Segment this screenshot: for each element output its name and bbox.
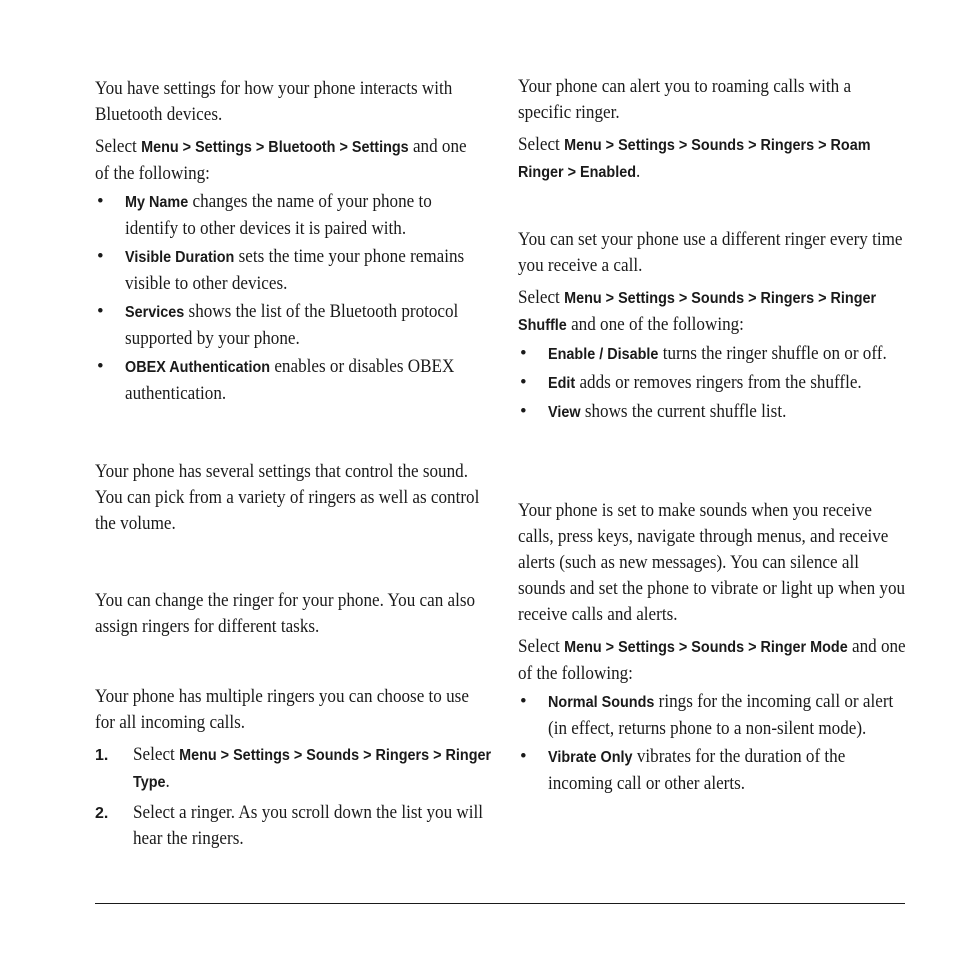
list-item: • My Name changes the name of your phone to identify to other devices it is paired with. xyxy=(97,191,432,239)
ringer-type-steps xyxy=(95,742,492,852)
list-item: • Edit adds or removes ringers from the shuffle. xyxy=(520,372,862,393)
list-item: • Services shows the list of the Bluetooth protocol supported by your phone. xyxy=(97,301,459,349)
bluetooth-select-instruction: Select Menu > Settings > Bluetooth > Settings and one of the following: xyxy=(95,136,467,184)
bluetooth-options-list xyxy=(95,189,485,407)
roam-select-instruction: Select Menu > Settings > Sounds > Ringers > Roam Ringer > Enabled. xyxy=(518,134,871,182)
sound-settings-section xyxy=(95,459,485,537)
sound-intro: Your phone has several settings that control the sound. You can pick from a variety of ringers as well as control the volume. xyxy=(95,461,480,534)
mode-intro: Your phone is set to make sounds when you receive calls, press keys, navigate through menus, and receive alerts (such as new messages). You can silence all sounds and set the phone to vibrate or light up when you receive calls and alerts. xyxy=(518,500,906,625)
roam-intro: Your phone can alert you to roaming calls with a specific ringer. xyxy=(518,76,852,123)
mode-options-list xyxy=(518,689,908,797)
list-item: • Normal Sounds rings for the incoming call or alert (in effect, returns phone to a non-silent mode). xyxy=(520,691,894,739)
list-item: • View shows the current shuffle list. xyxy=(520,401,787,422)
ringer-mode-section xyxy=(518,498,908,799)
list-item: • Visible Duration sets the time your phone remains visible to other devices. xyxy=(97,246,465,294)
list-item: • OBEX Authentication enables or disables OBEX authentication. xyxy=(97,356,455,404)
ringer-intro: You can change the ringer for your phone. You can also assign ringers for different tasks. xyxy=(95,590,476,637)
shuffle-options-list xyxy=(518,341,908,426)
roam-ringer-section xyxy=(518,74,908,186)
bluetooth-section xyxy=(95,76,485,409)
ringers-section xyxy=(95,588,485,640)
ringer-type-section xyxy=(95,684,492,856)
shuffle-intro: You can set your phone use a different ringer every time you receive a call. xyxy=(518,229,903,276)
footer-rule xyxy=(95,903,905,904)
step-item: 1. Select Menu > Settings > Sounds > Ringers > Ringer Type. xyxy=(95,744,492,792)
ringer-type-intro: Your phone has multiple ringers you can choose to use for all incoming calls. xyxy=(95,686,469,733)
list-item: • Enable / Disable turns the ringer shuffle on or off. xyxy=(520,343,887,364)
mode-select-instruction: Select Menu > Settings > Sounds > Ringer Mode and one of the following: xyxy=(518,636,906,684)
list-item: • Vibrate Only vibrates for the duration of the incoming call or other alerts. xyxy=(520,746,846,794)
bluetooth-intro: You have settings for how your phone interacts with Bluetooth devices. xyxy=(95,78,453,125)
shuffle-select-instruction: Select Menu > Settings > Sounds > Ringers > Ringer Shuffle and one of the following: xyxy=(518,287,877,335)
ringer-shuffle-section xyxy=(518,227,908,428)
step-item: 2. Select a ringer. As you scroll down the list you will hear the ringers. xyxy=(95,802,484,849)
